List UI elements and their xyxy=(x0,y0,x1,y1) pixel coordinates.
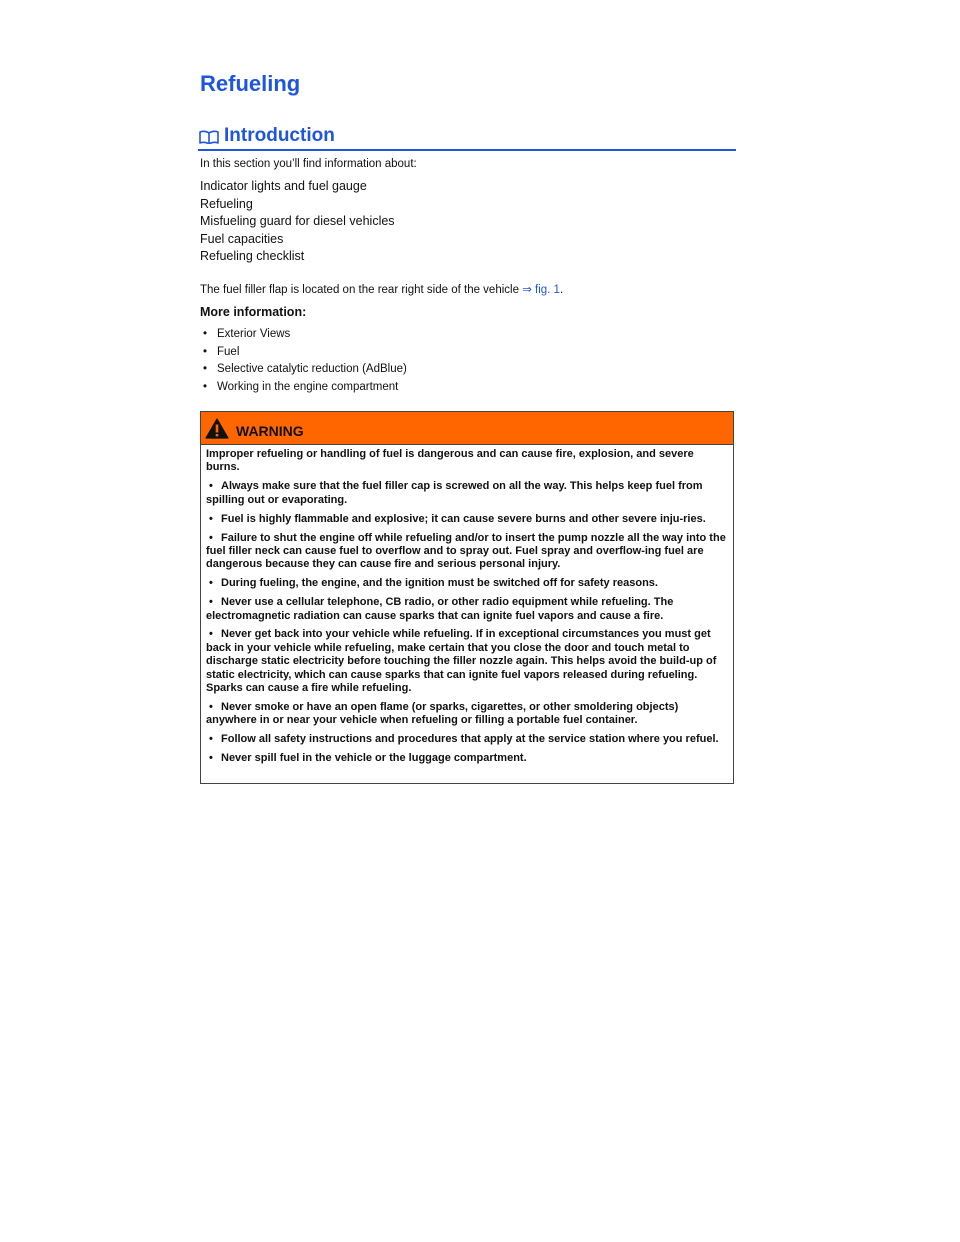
topic-link-fuel-capacities[interactable]: Fuel capacities xyxy=(200,231,284,246)
intro-text: In this section you’ll find information about: xyxy=(200,158,417,170)
warning-title: WARNING xyxy=(236,423,304,439)
warning-item xyxy=(206,596,728,623)
topic-list xyxy=(200,178,395,266)
warning-item-text: Failure to shut the engine off while refueling and/or to insert the pump nozzle all the way into the fuel filler neck can cause fuel to overflow and to spray out. Fuel spray and overflow-ing fuel are dangerous because they can cause fire and serious personal injury. xyxy=(206,531,726,571)
topic-link-misfueling-guard[interactable]: Misfueling guard for diesel vehicles xyxy=(200,214,395,229)
bullet: • xyxy=(209,512,213,525)
warning-item xyxy=(206,513,728,526)
more-info-item[interactable] xyxy=(200,361,407,379)
more-info-list xyxy=(200,326,407,396)
bullet: • xyxy=(209,596,213,609)
warning-item-text: Never get back into your vehicle while refueling. If in exceptional circumstances you must get back in your vehicle while refueling, make certain that you close the door and touch metal to discharge static electricity before touching the filler nozzle again. This helps avoid the build-up of static electricity, which can cause sparks that can ignite fuel vapors released during refueling. Sparks can cause a fire while refueling. xyxy=(206,628,717,695)
warning-item xyxy=(206,480,728,507)
bullet: • xyxy=(203,345,208,358)
bullet: • xyxy=(209,531,213,544)
warning-box xyxy=(200,411,734,784)
more-info-label: Selective catalytic reduction (AdBlue) xyxy=(217,363,407,376)
bullet: • xyxy=(209,733,213,746)
warning-item xyxy=(206,752,728,765)
warning-item-text: Always make sure that the fuel filler cap is screwed on all the way. This helps keep fuel from spilling out or evaporating. xyxy=(206,480,703,506)
warning-item xyxy=(206,733,728,746)
warning-header xyxy=(201,412,733,445)
warning-body xyxy=(201,445,733,766)
fuel-flap-period: . xyxy=(559,284,564,296)
warning-item xyxy=(206,701,728,728)
warning-item xyxy=(206,577,728,590)
page-title: Refueling xyxy=(200,71,301,96)
warning-item-text: Never spill fuel in the vehicle or the luggage compartment. xyxy=(221,752,527,765)
warning-item xyxy=(206,532,728,572)
bullet: • xyxy=(203,380,208,393)
warning-item-text: During fueling, the engine, and the ignition must be switched off for safety reasons. xyxy=(221,577,658,590)
warning-item-text: Never smoke or have an open flame (or sparks, cigarettes, or other smoldering objects) anywhere in or near your vehicle when refueling or filling a portable fuel container. xyxy=(206,701,679,727)
bullet: • xyxy=(209,480,213,493)
warning-item xyxy=(206,628,728,695)
warning-item-text: Fuel is highly flammable and explosive; it can cause severe burns and other severe inju-ries. xyxy=(221,512,706,525)
bullet: • xyxy=(209,752,213,765)
more-info-label: Exterior Views xyxy=(217,328,291,340)
more-info-item[interactable] xyxy=(200,326,407,344)
warning-intro: Improper refueling or handling of fuel is dangerous and can cause fire, explosion, and severe burns. xyxy=(206,448,694,474)
fuel-flap-text: The fuel filler flap is located on the rear right side of the vehicle xyxy=(200,284,519,296)
bullet: • xyxy=(209,701,213,713)
section-title: Introduction xyxy=(224,125,335,146)
topic-link-indicator-lights[interactable]: Indicator lights and fuel gauge xyxy=(200,179,367,193)
more-info-label: Fuel xyxy=(217,345,240,358)
section-header-introduction xyxy=(198,124,736,151)
more-info-item[interactable] xyxy=(200,344,407,362)
warning-item-text: Follow all safety instructions and procedures that apply at the service station where you refuel. xyxy=(221,733,719,746)
book-icon xyxy=(199,130,219,144)
warning-item-text: Never use a cellular telephone, CB radio, or other radio equipment while refueling. The electromagnetic radiation can cause sparks that can ignite fuel vapors and cause a fire. xyxy=(206,596,674,622)
topic-link-refueling-checklist[interactable]: Refueling checklist xyxy=(200,249,305,264)
bullet: • xyxy=(209,628,213,641)
more-info-item[interactable] xyxy=(200,379,407,397)
warning-triangle-icon xyxy=(205,418,229,439)
topic-link-refueling[interactable]: Refueling xyxy=(200,196,253,211)
more-info-heading: More information: xyxy=(200,305,307,319)
bullet: • xyxy=(203,363,208,376)
bullet: • xyxy=(203,328,208,340)
more-info-label: Working in the engine compartment xyxy=(217,380,399,393)
fuel-flap-note xyxy=(200,282,563,296)
figure-link[interactable]: ⇒ fig. 1 xyxy=(522,284,560,296)
bullet: • xyxy=(209,577,213,590)
